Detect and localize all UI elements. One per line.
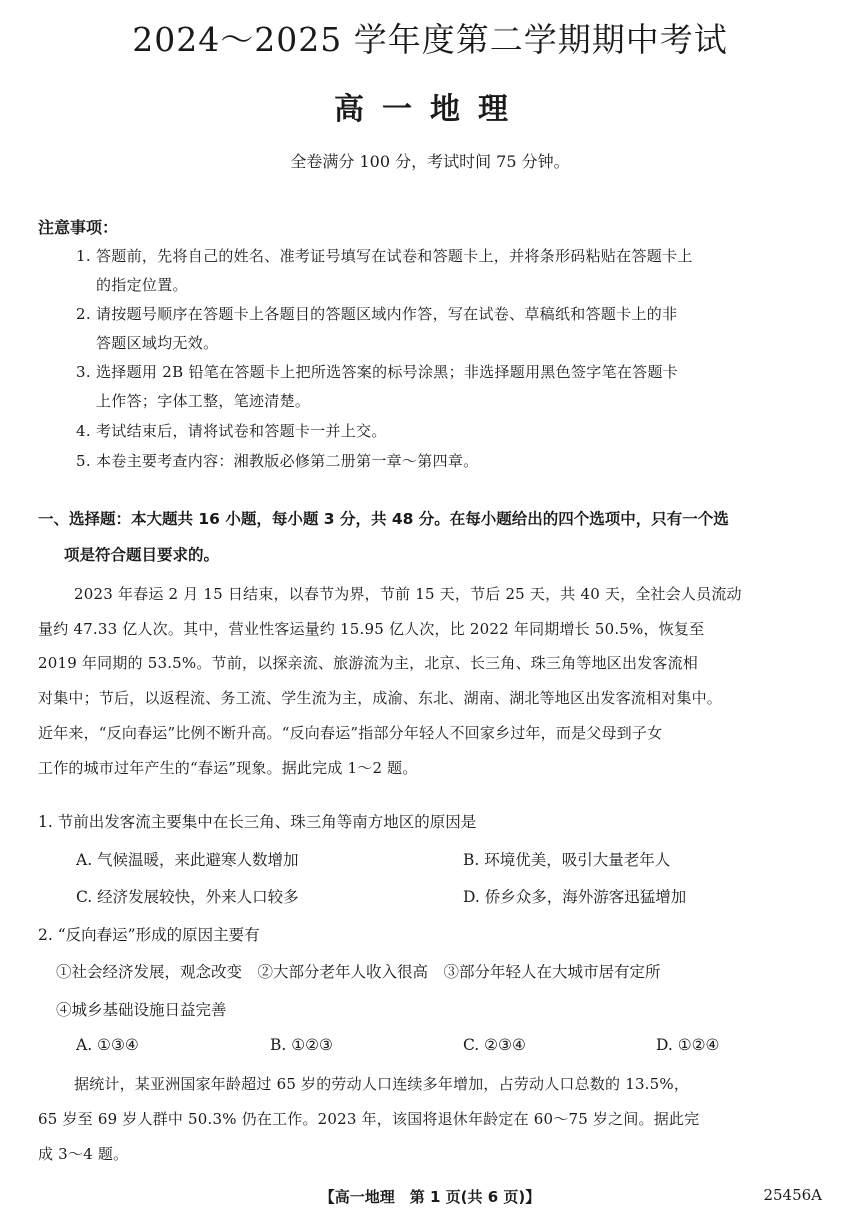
notice-line: 3. 选择题用 2B 铅笔在答题卡上把所选答案的标号涂黑；非选择题用黑色签字笔在答题卡 xyxy=(76,363,679,381)
question-2-items: ①社会经济发展，观念改变 ②大部分老年人收入很高 ③部分年轻人在大城市居有定所 xyxy=(56,963,661,981)
question-1-option-b: B. 环境优美，吸引大量老年人 xyxy=(463,851,671,869)
score-info: 全卷满分 100 分，考试时间 75 分钟。 xyxy=(290,152,570,171)
page-footer xyxy=(0,1186,860,1207)
passage-line: 2023 年春运 2 月 15 日结束，以春节为界，节前 15 天，节后 25 天，共 40 天，全社会人员流动 xyxy=(74,585,742,603)
exam-code: 25456A xyxy=(763,1186,822,1204)
passage-line: 65 岁至 69 岁人群中 50.3% 仍在工作。2023 年，该国将退休年龄定在 60～75 岁之间。据此完 xyxy=(38,1110,700,1128)
exam-title: 2024～2025 学年度第二学期期中考试 xyxy=(132,20,728,59)
passage-line: 2019 年同期的 53.5%。节前，以探亲流、旅游流为主，北京、长三角、珠三角等地区出发客流相 xyxy=(38,654,698,672)
notice-line: 的指定位置。 xyxy=(96,276,188,294)
notice-line: 答题区域均无效。 xyxy=(96,334,219,352)
question-1-option-d: D. 侨乡众多，海外游客迅猛增加 xyxy=(463,888,687,906)
question-1-option-c: C. 经济发展较快，外来人口较多 xyxy=(76,888,299,906)
notice-heading: 注意事项： xyxy=(38,218,119,237)
question-2-option-c: C. ②③④ xyxy=(463,1036,526,1054)
notice-line: 4. 考试结束后，请将试卷和答题卡一并上交。 xyxy=(76,422,387,440)
passage-line: 量约 47.33 亿人次。其中，营业性客运量约 15.95 亿人次，比 2022 年同期增长 50.5%，恢复至 xyxy=(38,620,705,638)
passage-line: 据统计，某亚洲国家年龄超过 65 岁的劳动人口连续多年增加，占劳动人口总数的 13.5%， xyxy=(74,1075,690,1093)
passage-line: 工作的城市过年产生的“春运”现象。据此完成 1～2 题。 xyxy=(38,759,418,777)
subject-title: 高一地理 xyxy=(334,92,526,127)
section-heading-cont: 项是符合题目要求的。 xyxy=(64,546,220,564)
section-heading: 一、选择题：本大题共 16 小题，每小题 3 分，共 48 分。在每小题给出的四个选项中，只有一个选 xyxy=(38,510,729,528)
question-2-stem: 2. “反向春运”形成的原因主要有 xyxy=(38,926,260,944)
question-2-items: ④城乡基础设施日益完善 xyxy=(56,1001,227,1019)
footer-page-label: 【高一地理 第 1 页(共 6 页)】 xyxy=(319,1188,541,1206)
question-2-option-a: A. ①③④ xyxy=(76,1036,139,1054)
question-2-option-d: D. ①②④ xyxy=(656,1036,720,1054)
notice-line: 5. 本卷主要考查内容：湘教版必修第二册第一章～第四章。 xyxy=(76,452,479,470)
passage-line: 近年来，“反向春运”比例不断升高。“反向春运”指部分年轻人不回家乡过年，而是父母到子女 xyxy=(38,724,663,742)
notice-line: 1. 答题前，先将自己的姓名、准考证号填写在试卷和答题卡上，并将条形码粘贴在答题卡上 xyxy=(76,247,693,265)
passage-line: 对集中；节后，以返程流、务工流、学生流为主，成渝、东北、湖南、湖北等地区出发客流相对集中。 xyxy=(38,689,723,707)
question-1-stem: 1. 节前出发客流主要集中在长三角、珠三角等南方地区的原因是 xyxy=(38,813,477,831)
question-1-option-a: A. 气候温暖，来此避寒人数增加 xyxy=(76,851,299,869)
notice-line: 2. 请按题号顺序在答题卡上各题目的答题区域内作答，写在试卷、草稿纸和答题卡上的非 xyxy=(76,305,678,323)
notice-line: 上作答；字体工整，笔迹清楚。 xyxy=(96,392,311,410)
question-2-option-b: B. ①②③ xyxy=(270,1036,333,1054)
passage-line: 成 3～4 题。 xyxy=(38,1145,129,1163)
